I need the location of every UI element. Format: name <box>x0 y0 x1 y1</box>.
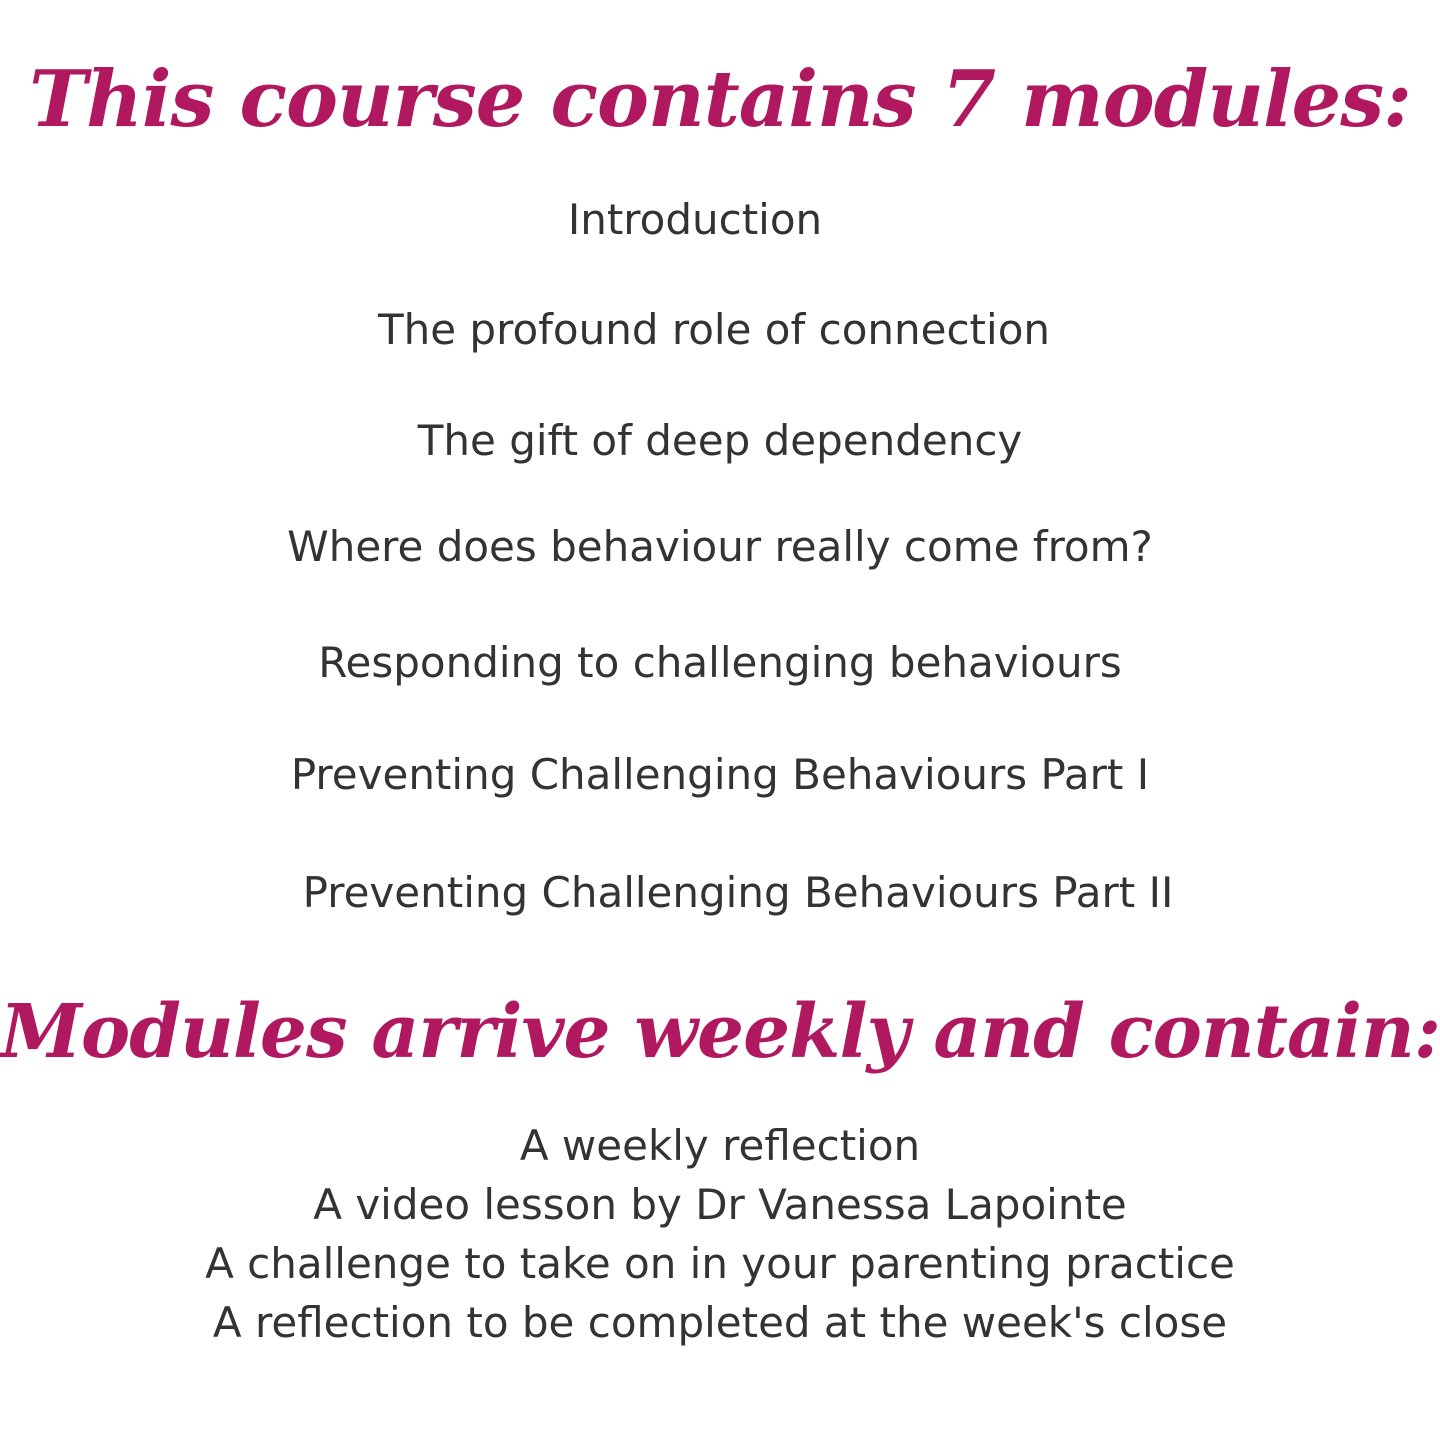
module-item-responding: Responding to challenging behaviours <box>318 638 1122 687</box>
course-modules-heading: This course contains 7 modules: <box>29 54 1411 145</box>
weekly-item-closing-reflection: A reflection to be completed at the week's close <box>212 1298 1228 1347</box>
module-item-dependency: The gift of deep dependency <box>417 416 1023 465</box>
weekly-item-challenge: A challenge to take on in your parenting practice <box>205 1239 1235 1288</box>
module-item-behaviour-origin: Where does behaviour really come from? <box>287 522 1153 571</box>
module-item-preventing-part-2: Preventing Challenging Behaviours Part II <box>302 868 1174 917</box>
module-item-preventing-part-1: Preventing Challenging Behaviours Part I <box>290 750 1150 799</box>
weekly-contents-heading: Modules arrive weekly and contain: <box>0 989 1440 1075</box>
weekly-item-reflection: A weekly reflection <box>519 1121 921 1170</box>
weekly-item-video-lesson: A video lesson by Dr Vanessa Lapointe <box>313 1180 1127 1229</box>
module-item-introduction: Introduction <box>567 195 823 244</box>
module-item-connection: The profound role of connection <box>377 305 1051 354</box>
